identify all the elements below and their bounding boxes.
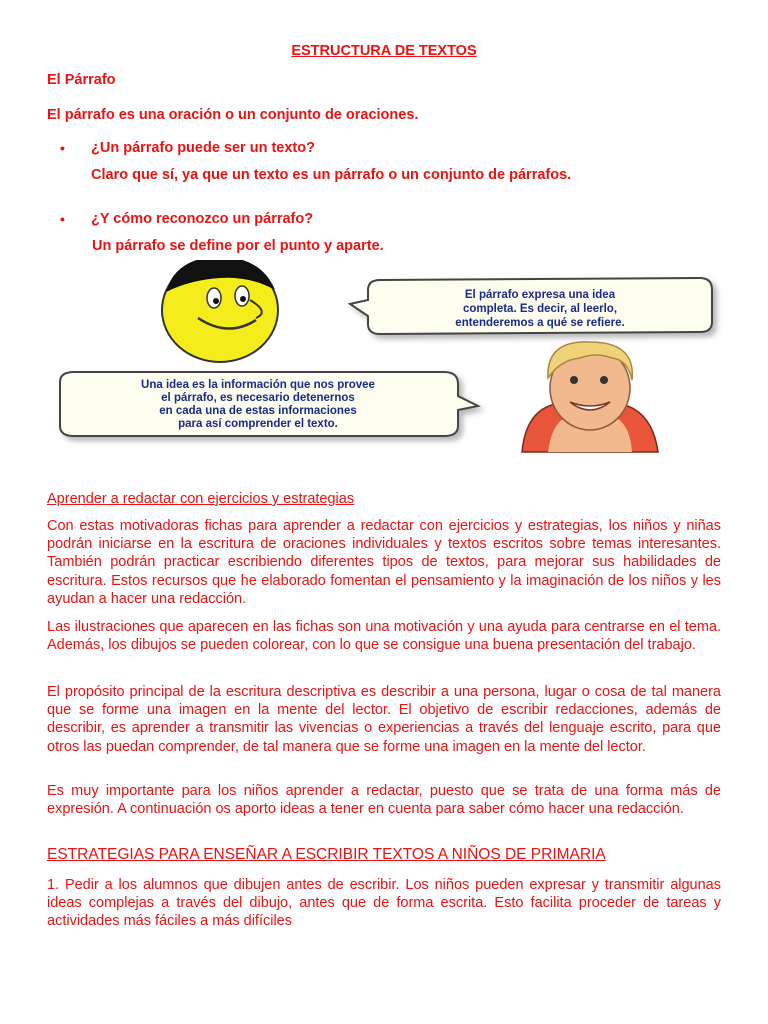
body-paragraph: El propósito principal de la escritura descriptiva es describir a una persona, lugar o cosa de tal manera que se forme una imagen en la mente del lector. El objetivo de escribir redacciones, además de describir, es aprender a transmitir las vivencias o experiencias a través del lenguaje escrito, para que otros las puedan comprender, de tal manera que se forme una imagen en la mente del lector. — [47, 684, 721, 755]
bullet-answer-2: Un párrafo se define por el punto y aparte. — [92, 238, 384, 254]
bubble-left-line-3: en cada una de estas informaciones — [159, 405, 357, 417]
document-title: ESTRUCTURA DE TEXTOS — [291, 43, 477, 59]
bubble-left-line-2: el párrafo, es necesario detenernos — [161, 392, 355, 404]
bullet-answer-1: Claro que sí, ya que un texto es un párrafo o un conjunto de párrafos. — [91, 167, 572, 183]
bullet-icon: • — [60, 140, 65, 156]
section-heading-estrategias: ESTRATEGIAS PARA ENSEÑAR A ESCRIBIR TEXTOS A NIÑOS DE PRIMARIA — [47, 846, 606, 863]
svg-text:Una idea es la información que — [141, 379, 375, 391]
bullet-icon: • — [60, 211, 65, 227]
bullet-question-2: ¿Y cómo reconozco un párrafo? — [91, 211, 314, 227]
body-paragraph: Es muy importante para los niños aprender a redactar, puesto que se trata de una forma más de expresión. A continuación os aporto ideas a tener en cuenta para saber cómo hacer una redacción. — [47, 783, 721, 818]
svg-text:en cada una de estas informaci — [159, 405, 357, 417]
svg-text:para así comprender el texto. — [178, 418, 338, 430]
body-paragraph: Las ilustraciones que aparecen en las fichas son una motivación y una ayuda para centrarse en el tema. Además, los dibujos se pueden colorear, con lo que se consigue una buena presentación del trabajo. — [47, 619, 721, 654]
bullet-question-1: ¿Un párrafo puede ser un texto? — [91, 140, 315, 156]
child-character-icon — [522, 342, 658, 452]
section-subtitle: El Párrafo — [47, 72, 116, 88]
bubble-right-line-3: entenderemos a qué se refiere. — [455, 317, 625, 329]
smiley-face-icon — [162, 260, 278, 362]
strategy-item: 1. Pedir a los alumnos que dibujen antes de escribir. Los niños pueden expresar y transmitir algunas ideas complejas a través del dibujo, antes que de forma escrita. Esto facilita proceder de tareas y actividades más fáciles a más difíciles — [47, 877, 721, 930]
bubble-right-line-2: completa. Es decir, al leerlo, — [462, 303, 618, 315]
svg-text:El párrafo expresa una idea — [465, 289, 616, 301]
bubble-left-line-4: para así comprender el texto. — [178, 418, 338, 430]
bubble-right-line-1: El párrafo expresa una idea — [464, 289, 616, 301]
illustration — [0, 260, 768, 460]
svg-text:el párrafo, es necesario deten — [161, 392, 355, 404]
svg-text:completa. Es decir, al leerlo, — [463, 303, 617, 315]
bubble-left-line-1: Una idea es la información que nos provee — [141, 379, 375, 391]
section-heading-aprender: Aprender a redactar con ejercicios y estrategias — [47, 491, 355, 507]
body-paragraph: Con estas motivadoras fichas para aprender a redactar con ejercicios y estrategias, los niños y niñas podrán iniciarse en la escritura de oraciones individuales y textos escritos sobre temas interesantes. También podrán practicar escribiendo diferentes tipos de textos, para mejorar sus habilidades de escritura. Estos recursos que he elaborado fomentan el pensamiento y la imaginación de los niños y les ayudan a hacer una redacción. — [47, 518, 721, 607]
definition-text: El párrafo es una oración o un conjunto de oraciones. — [47, 107, 419, 123]
svg-text:entenderemos a qué se refiere. — [455, 317, 624, 329]
